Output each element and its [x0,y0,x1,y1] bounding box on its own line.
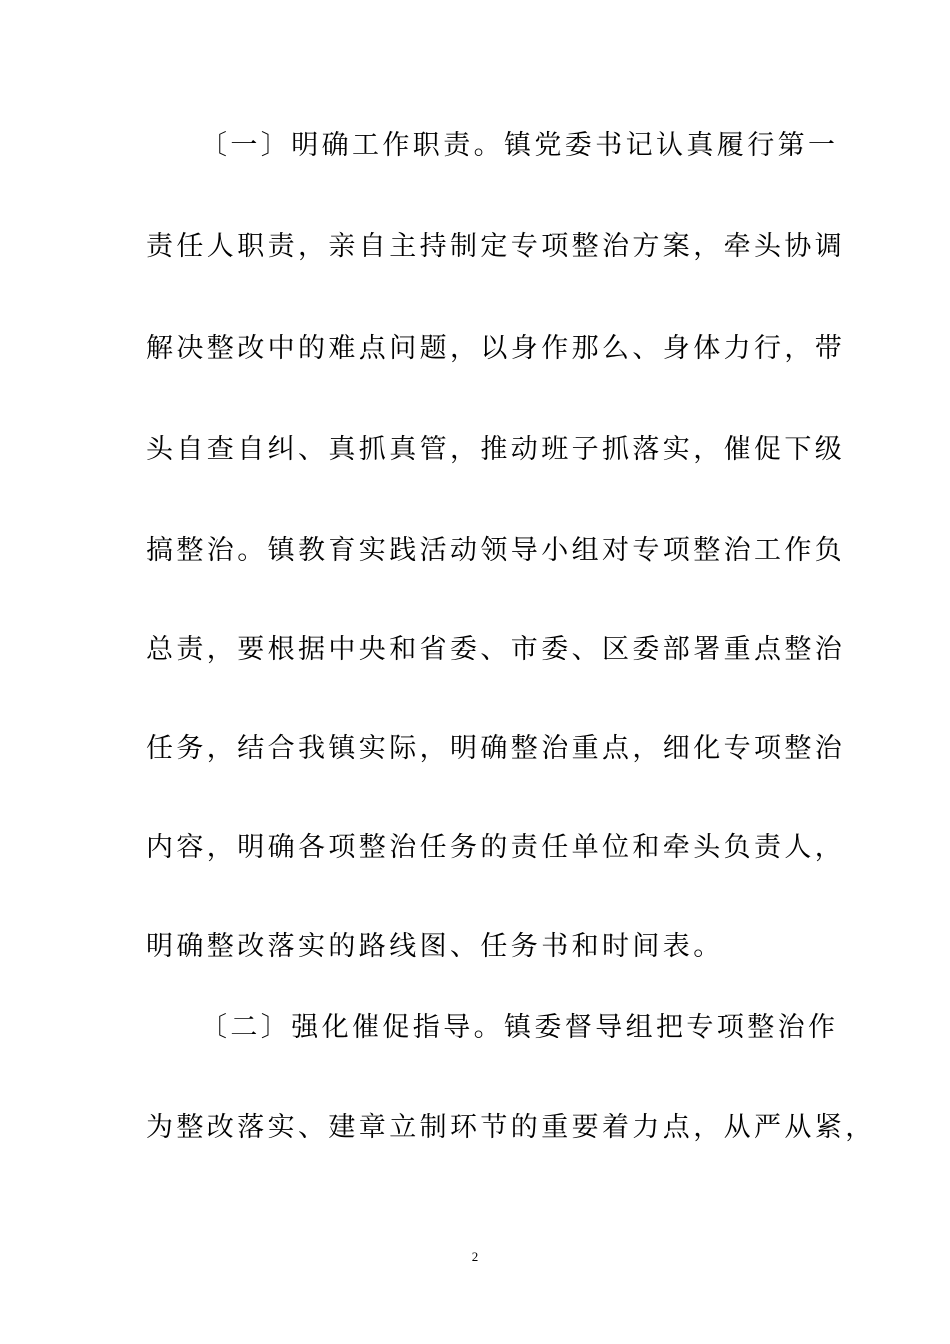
page-number: 2 [471,1249,479,1264]
paragraph-1-line-6: 总责，要根据中央和省委、市委、区委部署重点整治 [146,634,846,665]
paragraph-2-line-2: 为整改落实、建章立制环节的重要着力点，从严从紧， [146,1112,876,1143]
paragraph-1-line-8: 内容，明确各项整治任务的责任单位和牵头负责人， [146,832,846,863]
paragraph-1-line-3: 解决整改中的难点问题，以身作那么、身体力行，带 [146,333,846,364]
paragraph-1-line-9: 明确整改落实的路线图、任务书和时间表。 [146,931,724,962]
paragraph-1-line-7: 任务，结合我镇实际，明确整治重点，细化专项整治 [146,733,846,764]
paragraph-1-line-5: 搞整治。镇教育实践活动领导小组对专项整治工作负 [146,535,846,566]
paragraph-1-line-1: 〔一〕明确工作职责。镇党委书记认真履行第一 [200,130,839,161]
paragraph-1-line-2: 责任人职责，亲自主持制定专项整治方案，牵头协调 [146,231,846,262]
paragraph-1-line-4: 头自查自纠、真抓真管，推动班子抓落实，催促下级 [146,434,846,465]
paragraph-2-line-1: 〔二〕强化催促指导。镇委督导组把专项整治作 [200,1012,839,1043]
